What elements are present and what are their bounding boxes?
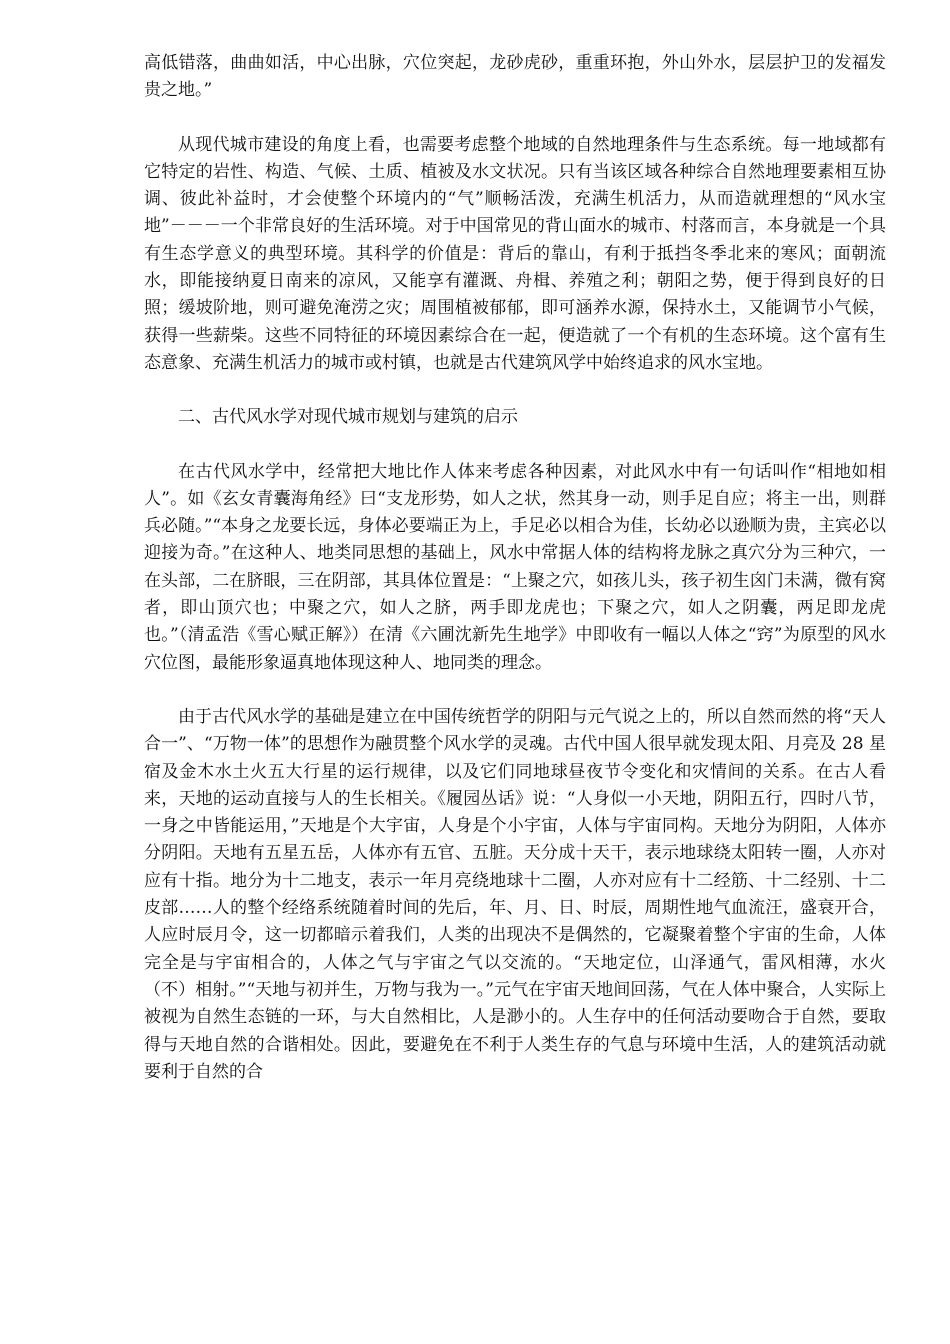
paragraph-continued: 高低错落，曲曲如活，中心出脉，穴位突起，龙砂虎砂，重重环抱，外山外水，层层护卫的发福发贵之地。” bbox=[144, 53, 886, 101]
paragraph-gap bbox=[144, 432, 886, 459]
section-heading: 二、古代风水学对现代城市规划与建筑的启示 bbox=[178, 407, 518, 428]
document-body bbox=[144, 50, 886, 1086]
paragraph-modern-city: 从现代城市建设的角度上看，也需要考虑整个地域的自然地理条件与生态系统。每一地域都有它特定的岩性、构造、气候、土质、植被及水文状况。只有当该区域各种综合自然地理要素相互协调、彼此补益时，才会使整个环境内的“气”顺畅活泼，充满生机活力，从而造就理想的“风水宝地”－－－一个非常良好的生活环境。对于中国常见的背山面水的城市、村落而言，本身就是一个具有生态学意义的典型环境。其科学的价值是：背后的靠山，有利于抵挡冬季北来的寒风；面朝流水，即能接纳夏日南来的凉风，又能享有灌溉、舟楫、养殖之利；朝阳之势，便于得到良好的日照；缓坡阶地，则可避免淹涝之灾；周围植被郁郁，即可涵养水源，保持水土，又能调节小气候，获得一些薪柴。这些不同特征的环境因素综合在一起，便造就了一个有机的生态环境。这个富有生态意象、充满生机活力的城市或村镇，也就是古代建筑风学中始终追求的风水宝地。 bbox=[144, 134, 886, 373]
paragraph-land-as-body: 在古代风水学中，经常把大地比作人体来考虑各种因素，对此风水中有一句话叫作“相地如相人”。如《玄女青囊海角经》曰“支龙形势，如人之状，然其身一动，则手足自应；将主一出，则群兵必随。”“本身之龙要长远，身体必要端正为上，手足必以相合为佳，长幼必以逊顺为贵，主宾必以迎接为奇。”在这种人、地类同思想的基础上，风水中常据人体的结构将龙脉之真穴分为三种穴，一在头部，二在脐眼，三在阴部，其具体位置是：“上聚之穴，如孩儿头，孩子初生囟门未满，微有窝者，即山顶穴也；中聚之穴，如人之脐，两手即龙虎也；下聚之穴，如人之阴囊，两足即龙虎也。”（清孟浩《雪心赋正解》）在清《六圃沈新先生地学》中即收有一幅以人体之“窍”为原型的风水穴位图，最能形象逼真地体现这种人、地同类的理念。 bbox=[144, 461, 886, 673]
paragraph-gap bbox=[144, 377, 886, 404]
paragraph-gap bbox=[144, 677, 886, 704]
paragraph-yin-yang: 由于古代风水学的基础是建立在中国传统哲学的阴阳与元气说之上的，所以自然而然的将“天人合一”、“万物一体”的思想作为融贯整个风水学的灵魂。古代中国人很早就发现太阳、月亮及 28 星宿及金木水土火五大行星的运行规律，以及它们同地球昼夜节令变化和灾情间的关系。在古人看来，天地的运动直接与人的生长相关。《履园丛话》说：“人身似一小天地，阴阳五行，四时八节，一身之中皆能运用，”天地是个大宇宙，人身是个小宇宙，人体与宇宙同构。天地分为阴阳，人体亦分阴阳。天地有五星五岳，人体亦有五官、五脏。天分成十天干，表示地球绕太阳转一圈，人亦对应有十指。地分为十二地支，表示一年月亮绕地球十二圈，人亦对应有十二经筋、十二经别、十二皮部……人的整个经络系统随着时间的先后，年、月、日、时辰，周期性地气血流汪，盛衰开合，人应时辰月令，这一切都暗示着我们，人类的出现决不是偶然的，它凝聚着整个宇宙的生命，人体完全是与宇宙相合的，人体之气与宇宙之气以交流的。“天地定位，山泽通气，雷风相薄，水火（不）相射。”“天地与初并生，万物与我为一。”元气在宇宙天地间回荡，气在人体中聚合，人实际上被视为自然生态链的一环，与大自然相比，人是渺小的。人生存中的任何活动要吻合于自然，要取得与天地自然的合谐相处。因此，要避免在不利于人类生存的气息与环境中生活，人的建筑活动就要利于自然的合 bbox=[144, 706, 886, 1082]
paragraph-gap bbox=[144, 105, 886, 132]
